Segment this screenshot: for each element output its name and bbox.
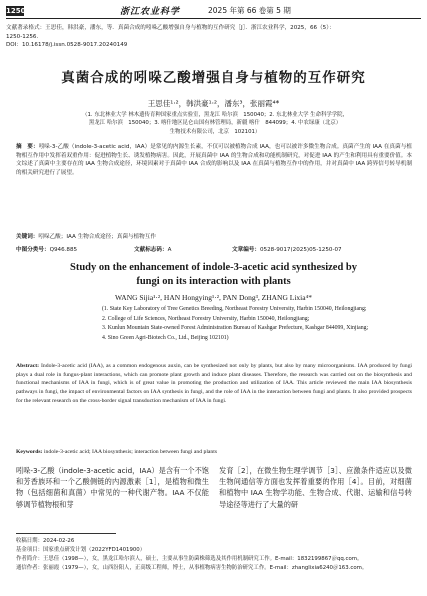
issue-info: 2025 年第 66 卷第 5 期 [208, 6, 291, 15]
body-column-right: 发育［2］，在微生物生理学调节［3］、应激条件适应以及微生物间通信等方面也发挥着重要的作用［4］。目前，对细菌和植物中 IAA 生物学功能、生物合成、代谢、运输和信号转导途径等进行了大量的研 [219, 466, 412, 509]
title-en [0, 261, 427, 289]
affiliation-cn-line: 生物技术有限公司，北京 102101） [169, 128, 261, 135]
document-code [134, 245, 171, 253]
header-rule [6, 18, 421, 19]
article-label: 文章编号： [232, 247, 260, 253]
affiliations-cn [55, 111, 375, 136]
abstract-en [16, 362, 412, 406]
doc-value: A [167, 247, 172, 253]
journal-name: 浙江农业科学 [120, 7, 181, 17]
affiliation-en-line: 2. College of Life Sciences, Northeast Forestry University, Harbin 150040, Heilongjiang; [102, 315, 310, 322]
keywords-cn-text: 吲哚乙酸；IAA 生物合成途径；真菌与植物互作 [38, 234, 156, 240]
keywords-en-label: Keywords: [16, 449, 43, 455]
footnote-corresponding: 通信作者：张丽霞（1979—），女，山西汾阳人，正高级工程师，博士，从事植物病害生物防治研究工作。E-mail：zhanglixia6240＠163.com。 [16, 565, 368, 571]
citation-block [6, 24, 421, 50]
abstract-cn-label: 摘 要： [16, 144, 39, 150]
authors-en: WANG Sijia¹·², HAN Hongying¹·², PAN Dong³, ZHANG Lixia⁴* [115, 293, 312, 302]
authors-cn: 王思佳¹·²，韩洪豪¹·²，潘东³，张丽霞⁴* [147, 99, 280, 108]
clc-number [16, 245, 77, 253]
citation-line-2: 1250-1256. [6, 33, 39, 40]
footnote-fund: 基金项目：国家重点研发计划（2022YFD1401900） [16, 547, 146, 553]
doc-label: 文献标志码： [134, 247, 168, 253]
title-en-line: Study on the enhancement of indole-3-acetic acid synthesized by [70, 262, 357, 273]
clc-value: Q946.885 [49, 247, 78, 253]
title-cn: 真菌合成的吲哚乙酸增强自身与植物的互作研究 [61, 70, 366, 86]
affiliation-cn-line: 黑龙江 哈尔滨 150040；3. 喀什地区昆仑山国有林管理局，新疆 喀什 844099；4. 中农绿康（北京） [88, 120, 342, 127]
article-number [232, 245, 342, 253]
keywords-en [16, 449, 412, 455]
affiliation-en-line: 3. Kunlun Mountain State-owned Forest Administration Bureau of Kashgar Prefecture, Kashgar 844099, Xinjiang; [102, 325, 369, 331]
footnote-received: 收稿日期：2024-02-26 [16, 538, 75, 544]
affiliations-en [102, 305, 382, 343]
abstract-cn [16, 143, 412, 178]
abstract-en-text: Indole-3-acetic acid (IAA), as a common endogenous auxin, can be synthesized not only by plants, but also by many microorganisms. IAA produced by fungi plays a dual role in fungus-plant interactions, which can promote plant growth and induce plant diseases. Therefore, the research was carried out on the biosynthesis and functional mechanisms of IAA in fungi, which is of great value in promoting the production and utilization of IAA. This article reviewed the main IAA biosynthesis pathways in fungi, the impact of environmental factors on IAA synthesis in fungi, and the role of IAA in the interaction between fungi and plants. It also provided prospects for the relevant research on the cross-border signal transduction mechanism of IAA in fungi. [16, 363, 412, 404]
abstract-en-label: Abstract: [16, 363, 40, 369]
affiliation-en-line: (1. State Key Laboratory of Tree Genetics Breeding, Northeast Forestry University, Harbin 150040, Heilongjiang; [102, 306, 367, 312]
footnote-author: 作者简介：王思佳（1998—），女，黑龙江哈尔滨人，硕士，主要从事生防菌株筛选及其作用机制研究工作。E-mail：1832199867＠qq.com。 [16, 556, 363, 562]
affiliation-cn-line: （1. 东北林业大学 林木遗传育种国家重点实验室，黑龙江 哈尔滨 150040；2. 东北林业大学 生命科学学院， [82, 112, 348, 118]
clc-label: 中图分类号： [16, 247, 50, 253]
keywords-en-text: indole-3-acetic acid; IAA biosynthesis; interaction between fungi and plants [43, 449, 218, 455]
keywords-cn [16, 233, 412, 242]
title-en-line: fungi on its interaction with plants [136, 276, 291, 287]
keywords-cn-label: 关键词： [16, 234, 39, 240]
footnote-rule [16, 533, 116, 534]
citation-doi: DOI：10.16178/j.issn.0528-9017.20240149 [6, 42, 128, 49]
page-number: 1250 [6, 7, 26, 15]
affiliation-en-line: 4. Sino Green Agri-Biotech Co., Ltd., Beijing 102101) [102, 334, 229, 341]
article-value: 0528-9017(2025)05-1250-07 [259, 247, 342, 253]
abstract-cn-text: 吲哚-3-乙酸（indole-3-acetic acid，IAA）是常见的内源生长素，不仅可以被植物合成 IAA，也可以被许多微生物合成。真菌产生的 IAA 在真菌与植物相互作用中发挥着双重作用：促进植物生长、诱发植物病害。因此，开展真菌中 IAA 的生物合成和功能机制研究，对促进 IAA 的产生和利用具有重要价值。本文综述了真菌中主要存在的 IAA 生物合成途径，环境因素对于真菌中 IAA 合成的影响以及 IAA 在真菌与植物互作中的作用，并对真菌中 IAA 跨界信号转导机制的相关研究进行了展望。 [16, 144, 412, 177]
citation-line-1: 文献著录格式：王思佳，韩洪豪，潘东，等．真菌合成的吲哚乙酸增强自身与植物的互作研究［J］．浙江农业科学，2025，66（5）： [6, 25, 335, 31]
body-column-left: 吲哚-3-乙酸（indole-3-acetic acid，IAA）是含有一个不饱和芳香族环和一个乙酸侧链的内源激素［1］，是植物和微生物（包括细菌和真菌）中常见的一种代谢产物。IAA 不仅能够调节植物根和芽 [16, 466, 209, 509]
